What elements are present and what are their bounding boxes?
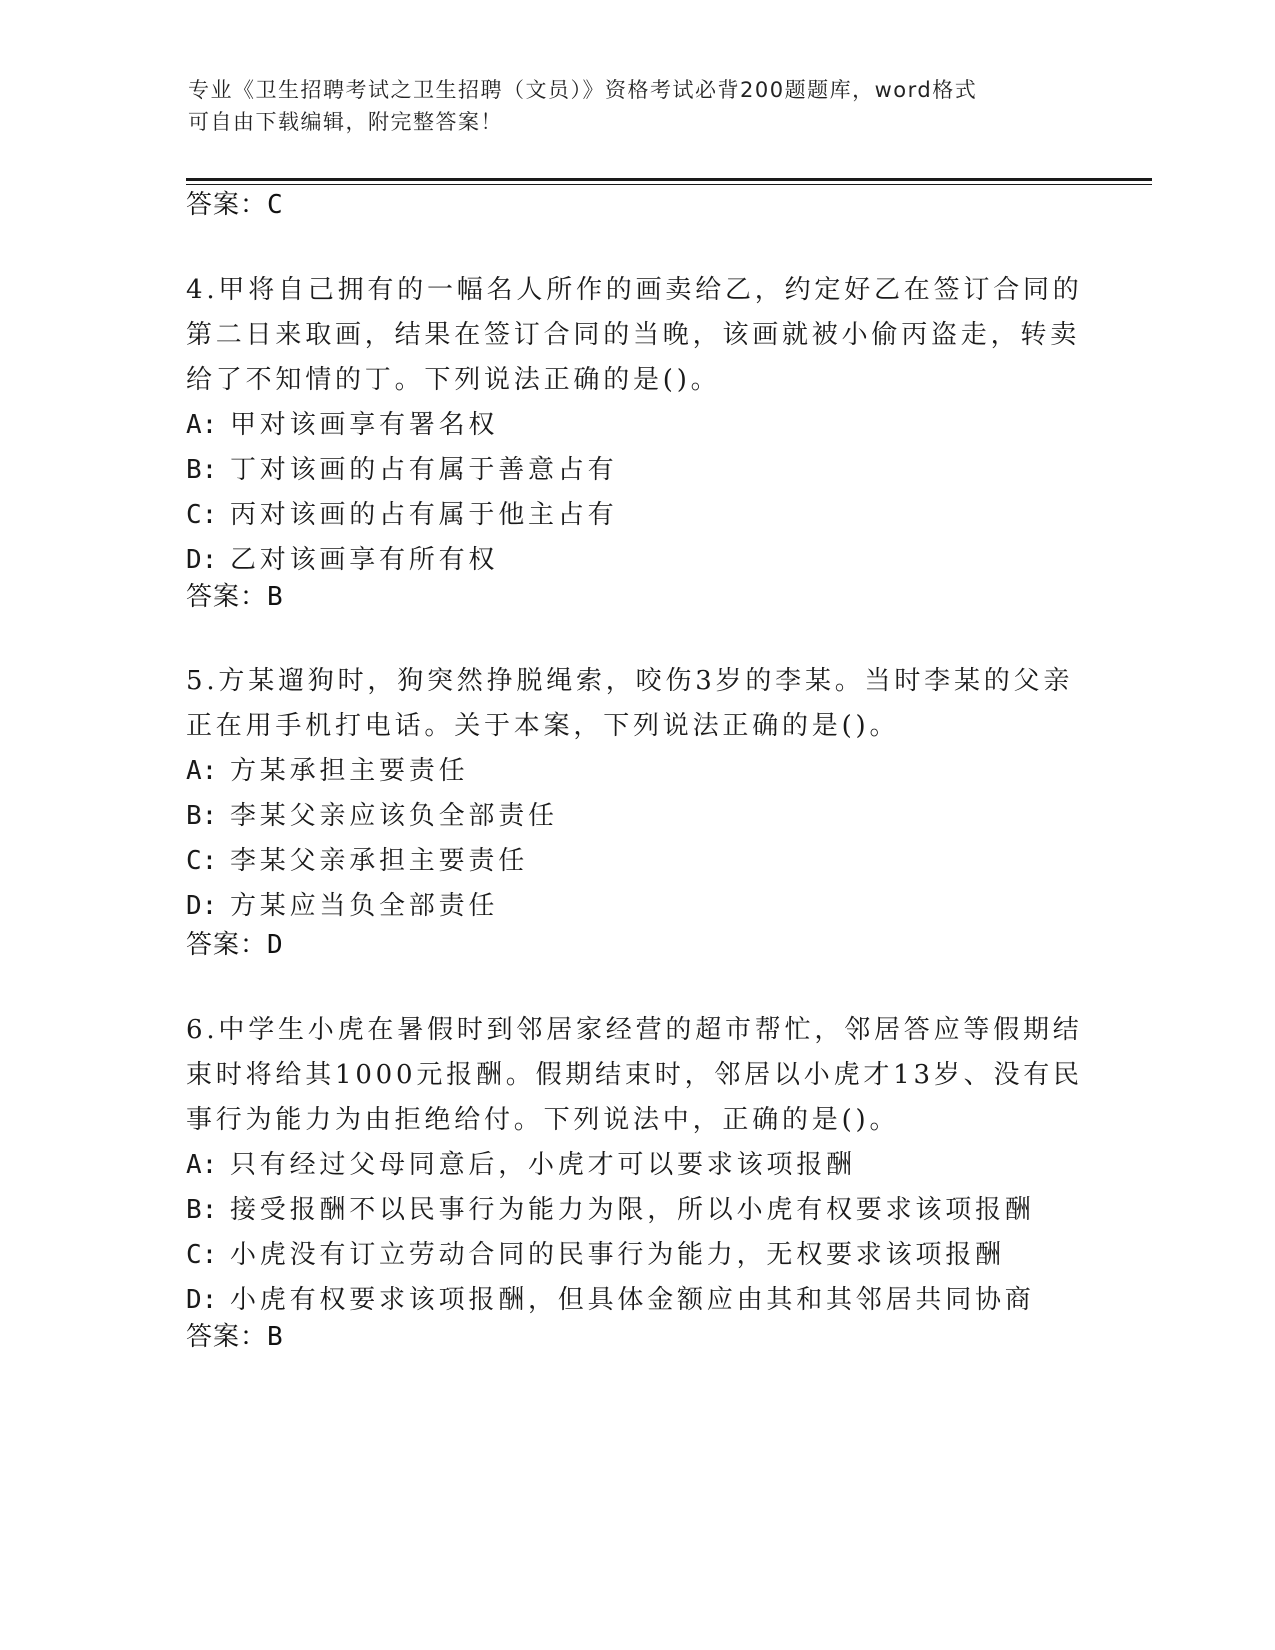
question-stem-line: 事行为能力为由拒绝给付。下列说法中，正确的是()。: [186, 1105, 900, 1135]
answer-question-5: [186, 924, 284, 961]
option-c: C: 小虎没有订立劳动合同的民事行为能力，无权要求该项报酬: [186, 1240, 1005, 1270]
question-stem-line: 4.甲将自己拥有的一幅名人所作的画卖给乙，约定好乙在签订合同的: [186, 275, 1083, 305]
answer-question-6: [186, 1316, 284, 1353]
question-5: [186, 659, 1086, 929]
answer-key: C: [267, 190, 284, 220]
option-a: A: 方某承担主要责任: [186, 756, 469, 786]
option-c: C: 李某父亲承担主要责任: [186, 846, 529, 876]
answer-label: 答案：: [186, 190, 268, 220]
header-divider-thin: [186, 184, 1152, 185]
question-stem-line: 6.中学生小虎在暑假时到邻居家经营的超市帮忙，邻居答应等假期结: [186, 1015, 1083, 1045]
answer-question-4: [186, 576, 284, 613]
answer-key: B: [267, 582, 284, 612]
option-c: C: 丙对该画的占有属于他主占有: [186, 500, 618, 530]
question-6: [186, 1008, 1086, 1323]
answer-key: D: [267, 930, 284, 960]
option-d: D: 乙对该画享有所有权: [186, 545, 499, 575]
option-a: A: 甲对该画享有署名权: [186, 410, 499, 440]
answer-label: 答案：: [186, 930, 268, 960]
header-divider-thick: [186, 178, 1152, 181]
answer-key: B: [267, 1322, 284, 1352]
answer-label: 答案：: [186, 582, 268, 612]
header-line-1: 专业《卫生招聘考试之卫生招聘（文员）》资格考试必背200题题库，word格式: [188, 78, 978, 102]
option-d: D: 小虎有权要求该项报酬，但具体金额应由其和其邻居共同协商: [186, 1285, 1035, 1315]
option-b: B: 李某父亲应该负全部责任: [186, 801, 558, 831]
question-stem-line: 5.方某遛狗时，狗突然挣脱绳索，咬伤3岁的李某。当时李某的父亲: [186, 666, 1074, 696]
question-stem-line: 束时将给其1000元报酬。假期结束时，邻居以小虎才13岁、没有民: [186, 1060, 1083, 1090]
option-d: D: 方某应当负全部责任: [186, 891, 499, 921]
option-b: B: 接受报酬不以民事行为能力为限，所以小虎有权要求该项报酬: [186, 1195, 1035, 1225]
header-line-2: 可自由下载编辑，附完整答案！: [188, 110, 503, 134]
document-header: [188, 74, 1068, 138]
answer-previous: [186, 184, 284, 221]
question-stem-line: 第二日来取画，结果在签订合同的当晚，该画就被小偷丙盗走，转卖: [186, 320, 1081, 350]
option-b: B: 丁对该画的占有属于善意占有: [186, 455, 618, 485]
question-stem-line: 给了不知情的丁。下列说法正确的是()。: [186, 365, 721, 395]
option-a: A: 只有经过父母同意后，小虎才可以要求该项报酬: [186, 1150, 856, 1180]
question-stem-line: 正在用手机打电话。关于本案，下列说法正确的是()。: [186, 711, 900, 741]
answer-label: 答案：: [186, 1322, 268, 1352]
question-4: [186, 268, 1086, 583]
